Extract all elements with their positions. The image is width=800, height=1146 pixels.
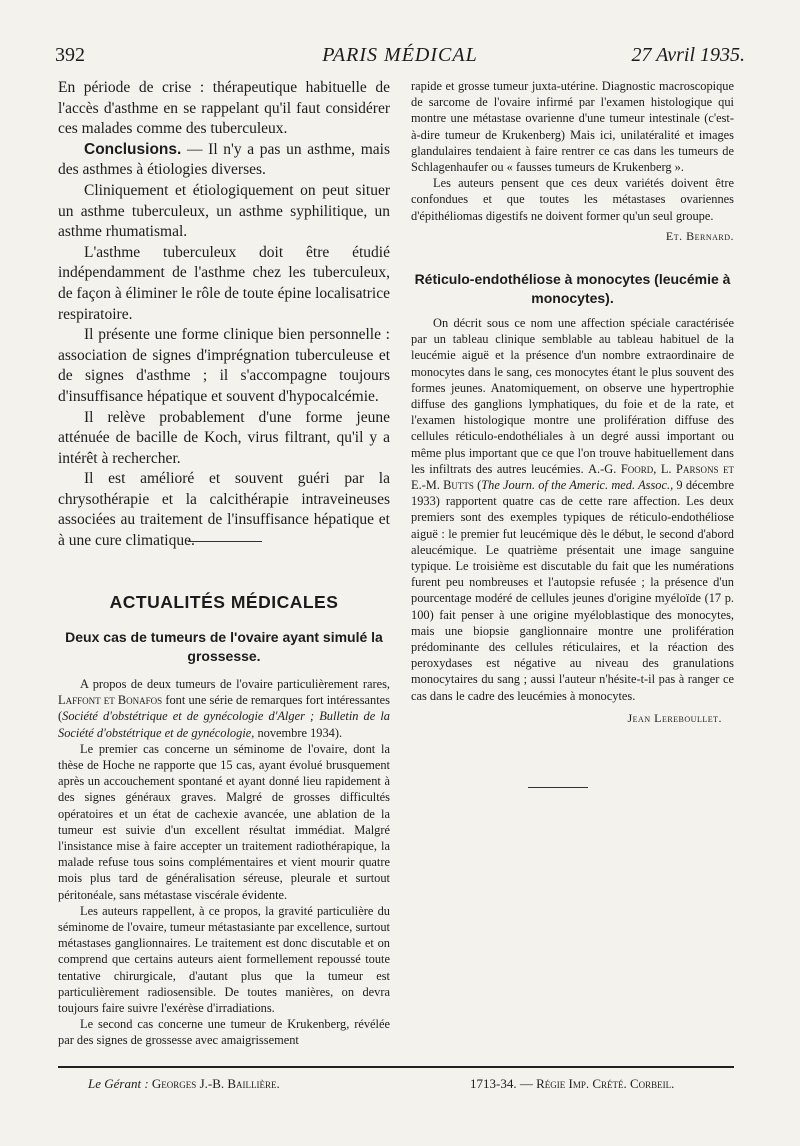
article-source: Société d'obstétrique et de gynécologie d'Alger ; Bulletin de la Société d'obstétrique et de gynécologie, — [58, 709, 390, 740]
journal-title: PARIS MÉDICAL — [322, 44, 478, 66]
text-run: 9 décembre 1933) rapportent quatre cas de cette rare affection. Les deux premiers sont des exemples typiques de réticulo-endothéliose aiguë : le premier fut leucémique dès le début, le second d'abord aleucémique. Le quatrième présentait une image sanguine typique. Le troisième est discutable du fait que les numérations furent peu nombreuses et l'autopsie refusée ; la présence d'un pourcentage modéré de cellules jeunes d'origine myéloïde (17 p. 100) fait penser à une origine myéloblastique des monocytes, mais une biopsie ganglionnaire montre une prolifération prédominante des cellules réticulaires, et la réaction des peroxydases est négative au niveau des granulations monocytaires du sang ; aussi l'auteur n'hésite-t-il pas à ranger ce cas dans le cadre des leucémies à monocytes. — [411, 478, 734, 703]
conclusions-label: Conclusions. — [84, 140, 182, 158]
article-title: Deux cas de tumeurs de l'ovaire ayant simulé la grossesse. — [65, 629, 383, 664]
article-title: Réticulo-endothéliose à monocytes (leucémie à monocytes). — [414, 271, 731, 306]
paragraph: Il est amélioré et souvent guéri par la chrysothérapie et la calcithérapie intraveineuses associées au traitement de l'insuffisance hépatique et à une cure climatique. — [58, 470, 390, 550]
footer-gerant — [88, 1076, 280, 1092]
text-run: font une série de remarques fort intéressantes ( — [58, 693, 391, 724]
conclusions-paragraph — [58, 140, 390, 181]
paragraph: Le second cas concerne une tumeur de Krukenberg, révélée par des signes de grossesse avec amaigrissement — [58, 1017, 390, 1048]
paragraph — [411, 315, 734, 704]
footer-printer: 1713-34. — Régie Imp. Crété. Corbeil. — [470, 1076, 675, 1091]
text-run: ( — [473, 478, 482, 493]
signature: Et. Bernard. — [665, 228, 734, 243]
left-column-text — [58, 78, 390, 552]
article-source: The Journ. of the Americ. med. Assoc., — [481, 478, 674, 493]
paragraph: Il présente une forme clinique bien personnelle : association de signes d'imprégnation tuberculeuse et de signes d'asthme ; il s'accompagne toujours d'insuffisance hépatique et souvent d'hypocalcémie. — [58, 326, 390, 405]
footer-rule — [58, 1066, 734, 1068]
page-number: 392 — [55, 44, 85, 66]
section-title: ACTUALITÉS MÉDICALES — [109, 592, 339, 612]
article-body — [58, 676, 390, 1049]
paragraph: Les auteurs pensent que ces deux variétés doivent être confondues et que toutes les métastases ovariennes d'épithéliomas digestifs ne doivent former qu'un seul groupe. — [411, 176, 734, 223]
conclusions-text: — Il n'y a pas un asthme, mais des asthmes à étiologies diverses. — [58, 140, 390, 179]
right-column-continuation — [411, 78, 734, 244]
text-run: A propos de deux tumeurs de l'ovaire particulièrement rares, — [80, 677, 390, 691]
article-body — [411, 315, 734, 726]
divider — [188, 541, 262, 542]
article-authors: A.-G. Foord, L. Parsons et E.-M. Butts — [411, 461, 734, 493]
signature: Jean Lereboullet. — [627, 710, 722, 725]
paragraph — [58, 676, 390, 741]
paragraph: rapide et grosse tumeur juxta-utérine. Diagnostic macroscopique de sarcome de l'ovaire infirmé par l'examen histologique qui montre une métastase ovarienne d'une tumeur intestinale (c'est-à-dire tumeur de Krukenberg) Mais ici, unilatéralité et images glandulaires tendaient à faire rentrer ce cas dans les tumeurs de Schlagenhaufer ou « fausses tumeurs de Krukenberg ». — [411, 79, 734, 175]
gerant-name: Georges J.-B. Baillière. — [151, 1076, 280, 1091]
paragraph: Le premier cas concerne un séminome de l'ovaire, dont la thèse de Hoche ne rapporte que 15 cas, ayant évolué brusquement après un accouchement spontané et ayant donné lieu rapidement à des signes généraux graves. Malgré de grosses difficultés opératoires et un état de cachexie avancée, une ablation de la tumeur est suivie d'un excellent résultat immédiat. Malgré l'insistance mise à faire accepter un traitement radiothérapique, la malade refuse tous soins complémentaires et vient mourir quatre mois plus tard de généralisation séreuse, pleurale et surtout péritonéale, sans métastase viscérale évidente. — [58, 741, 390, 902]
paragraph: Il relève probablement d'une forme jeune atténuée de bacille de Koch, virus filtrant, qu'il y a intérêt à rechercher. — [58, 408, 390, 467]
page-header — [55, 44, 745, 74]
text-run: On décrit sous ce nom une affection spéciale caractérisée par un tableau clinique semblable au tableau habituel de la leucémie aiguë et la présence d'un nombre extraordinaire de monocytes dans le sang, ces monocytes étant le plus souvent des formes jeunes. Anatomiquement, on observe une hypertrophie diffuse des ganglions lymphatiques, du foie et de la rate, et l'examen histologique montre une prolifération diffuse des cellules réticulo-endothéliales à un degré aussi important ou même plus important que ce que l'on trouve habituellement dans les infiltrats des autres leucémies. — [411, 316, 734, 476]
article-authors: Laffont et Bonafos — [58, 693, 163, 708]
paragraph: L'asthme tuberculeux doit être étudié indépendamment de l'asthme chez les tuberculeux, de façon à éliminer le rôle de toute épine localisatrice respiratoire. — [58, 243, 390, 323]
issue-date: 27 Avril 1935. — [631, 44, 745, 66]
divider — [528, 787, 588, 788]
text-run: novembre 1934). — [254, 725, 343, 740]
paragraph: En période de crise : thérapeutique habituelle de l'accès d'asthme en se rappelant qu'il faut considérer ces malades comme des tuberculeux. — [58, 79, 390, 138]
paragraph: Les auteurs rappellent, à ce propos, la gravité particulière du séminome de l'ovaire, tumeur métastasiante par excellence, surtout métastases ganglionnaires. Le traitement est donc discutable et on comprend que certains auteurs aient formellement repoussé toute tentative chirurgicale, d'autant plus que la tumeur est particulièrement radiosensible. De toutes manières, on devra toujours faire suivre l'exérèse d'irradiations. — [58, 903, 390, 1016]
gerant-label: Le Gérant : — [88, 1076, 149, 1091]
paragraph: Cliniquement et étiologiquement on peut situer un asthme tuberculeux, un asthme syphilitique, un asthme rhumatismal. — [58, 181, 390, 241]
